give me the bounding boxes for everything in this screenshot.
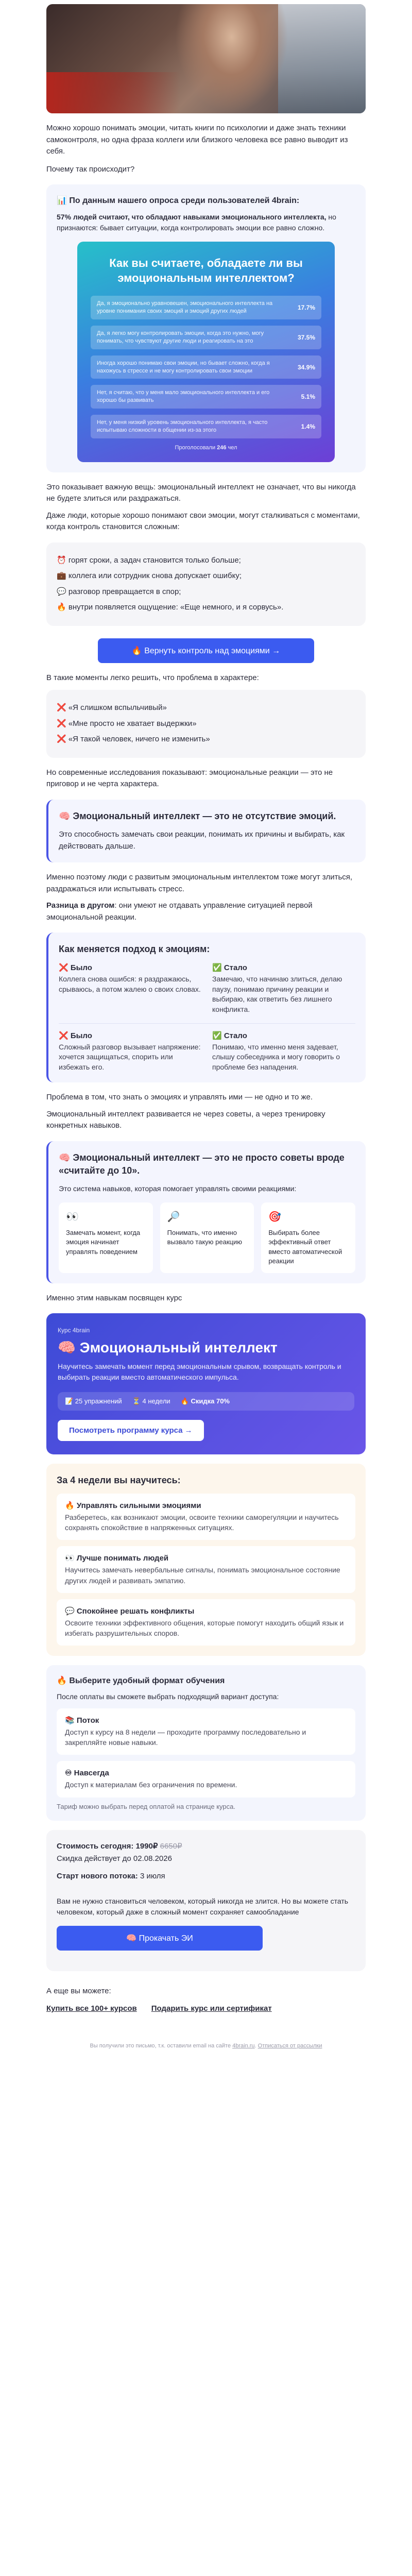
- learn-item: 👀 Лучше понимать людей Научитесь замечать невербальные сигналы, понимать эмоциональное состояние других людей и развивать эмпатию.: [57, 1546, 355, 1593]
- regain-control-button[interactable]: 🔥 Вернуть контроль над эмоциями →: [98, 638, 314, 663]
- skills-paragraph-2: Эмоциональный интеллект развивается не через советы, а через тренировку конкретных навыков.: [46, 1109, 325, 1130]
- ei-definition-title: 🧠 Эмоциональный интеллект — это не отсутствие эмоций.: [59, 810, 336, 821]
- survey-card: [46, 184, 366, 472]
- approach-title: Как меняется подход к эмоциям:: [59, 944, 210, 954]
- tip-item: 👀 Замечать момент, когда эмоция начинает управлять поведением: [59, 1202, 153, 1273]
- research-paragraph: Но современные исследования показывают: эмоциональные реакции — это не приговор и не черта характера.: [46, 768, 333, 789]
- poll-option: Да, я эмоционально уравновешен, эмоционального интеллекта на уровне понимания своих эмоций и эмоций других людей 17.7%: [91, 296, 321, 319]
- price-text: Вам не нужно становиться человеком, который никогда не злится. Но вы можете стать человеком, который даже в сложный момент сохраняет самообладание: [57, 1896, 349, 1916]
- survey-lead: 📊 По данным нашего опроса среди пользователей 4brain:: [57, 196, 300, 205]
- also-label: А еще вы можете:: [46, 1986, 111, 1995]
- target-icon: 🎯: [268, 1211, 282, 1223]
- poll-option: Нет, у меня низкий уровень эмоционального интеллекта, я часто испытываю сложности в общении из-за этого 1.4%: [91, 415, 321, 438]
- ei-definition-card: [46, 800, 366, 862]
- difference-paragraph-2: Разница в другом: они умеют не отдавать управление ситуацией первой эмоциональной реакции.: [46, 901, 313, 922]
- ei-definition-text: Это способность замечать свои реакции, понимать их причины и выбирать, как действовать дальше.: [59, 830, 345, 851]
- hero-image: [46, 4, 366, 113]
- list-item: ❌ «Я такой человек, ничего не изменить»: [57, 735, 210, 744]
- poll-footer: Проголосовали 246 чел: [175, 444, 237, 451]
- triggers-list: [46, 543, 366, 626]
- course-intro: Именно этим навыкам посвящен курс: [46, 1293, 182, 1302]
- footer: Вы получили это письмо, т.к. оставили email на сайте 4brain.ru. Отписаться от рассылки: [90, 2043, 322, 2049]
- intro-question: Почему так происходит?: [46, 164, 135, 174]
- tip-item: 🎯 Выбирать более эффективный ответ вместо автоматической реакции: [261, 1202, 355, 1273]
- myths-list: [46, 690, 366, 758]
- buy-all-courses-link[interactable]: Купить все 100+ курсов: [46, 2004, 137, 2013]
- format-lead: После оплаты вы сможете выбрать подходящий вариант доступа:: [57, 1692, 279, 1701]
- approach-card: [46, 933, 366, 1082]
- approach-row: ❌ Было Коллега снова ошибся: я раздражаюсь, срываюсь, а потом жалею о своих словах. ✅ Стало Замечаю, что начинаю злиться, делаю паузу, понимаю причину реакции и выбираю, как ответить без лишнего конфликта.: [59, 963, 342, 1013]
- poll-option: Нет, я считаю, что у меня мало эмоционального интеллекта и его хорошо бы развивать 5.1%: [91, 385, 321, 409]
- poll-title: Как вы считаете, обладаете ли вы эмоциональным интеллектом?: [109, 257, 303, 284]
- survey-finding: 57% людей считают, что обладают навыками эмоционального интеллекта, но признаются: бывает ситуации, когда контролировать эмоции все равно сложно.: [57, 213, 336, 232]
- magnifier-icon: 🔎: [167, 1211, 180, 1223]
- tips-card: [46, 1141, 366, 1283]
- learn-item: 🔥 Управлять сильными эмоциями Разберетесь, как возникают эмоции, освоите техники саморегуляции и научитесь сохранять спокойствие в напряженных ситуациях.: [57, 1494, 355, 1540]
- approach-row: ❌ Было Сложный разговор вызывает напряжение: хочется защищаться, спорить или избежать его. ✅ Стало Понимаю, что именно меня задевает, слышу собеседника и могу говорить о проблеме без нападения.: [59, 1031, 340, 1071]
- view-program-button[interactable]: Посмотреть программу курса →: [58, 1420, 204, 1441]
- price-line: Стоимость сегодня: 1990₽ 6650₽: [57, 1841, 182, 1851]
- list-item: ⏰ горят сроки, а задач становится только больше;: [57, 555, 241, 565]
- eyes-icon: 👀: [66, 1211, 79, 1223]
- course-stats: 📝 25 упражнений ⏳ 4 недели 🔥 Скидка 70%: [58, 1392, 354, 1411]
- course-brand: Курс 4brain: [58, 1327, 90, 1334]
- site-link[interactable]: 4brain.ru: [232, 2043, 255, 2049]
- start-date: Старт нового потока: 3 июля: [57, 1871, 165, 1880]
- tips-text: Это система навыков, которая помогает управлять своими реакциями:: [59, 1184, 297, 1193]
- learn-card: [46, 1464, 366, 1656]
- list-item: ❌ «Я слишком вспыльчивый»: [57, 703, 167, 713]
- intro-paragraph: Можно хорошо понимать эмоции, читать книги по психологии и даже знать техники самоконтроля, но одна фраза коллеги или близкого человека все равно выводит из себя.: [46, 124, 348, 156]
- format-option: ♾ Навсегда Доступ к материалам без ограничения по времени.: [57, 1761, 355, 1797]
- poll-option: Да, я легко могу контролировать эмоции, когда это нужно, могу понимать, что чувствуют другие люди и реагировать на это 37.5%: [91, 326, 321, 349]
- format-card: [46, 1665, 366, 1820]
- discount-deadline: Скидка действует до 02.08.2026: [57, 1854, 172, 1863]
- list-item: 🔥 внутри появляется ощущение: «Еще немного, и я сорвусь».: [57, 603, 284, 612]
- poll-results: [77, 242, 335, 462]
- tip-item: 🔎 Понимать, что именно вызвало такую реакцию: [160, 1202, 254, 1273]
- poll-option: Иногда хорошо понимаю свои эмоции, но бывает сложно, когда я нахожусь в стрессе и не могу контролировать свои эмоции 34.9%: [91, 355, 321, 379]
- price-card: [46, 1830, 366, 1971]
- learn-title: За 4 недели вы научитесь:: [57, 1475, 181, 1486]
- unsubscribe-link[interactable]: Отписаться от рассылки: [258, 2043, 322, 2049]
- skills-paragraph: Проблема в том, что знать о эмоциях и управлять ими — не одно и то же.: [46, 1093, 313, 1102]
- list-item: 💼 коллега или сотрудник снова допускает ошибку;: [57, 571, 242, 581]
- moments-paragraph: Это показывает важную вещь: эмоциональный интеллект не означает, что вы никогда не будете злиться или раздражаться.: [46, 482, 356, 503]
- gift-course-link[interactable]: Подарить курс или сертификат: [151, 2004, 272, 2013]
- format-option: 📚 Поток Доступ к курсу на 8 недели — проходите программу последовательно и закрепляйте новые навыки.: [57, 1708, 355, 1755]
- course-card: [46, 1313, 366, 1454]
- character-paragraph: В такие моменты легко решить, что проблема в характере:: [46, 673, 259, 682]
- extra-links: [46, 2004, 366, 2013]
- list-item: 💬 разговор превращается в спор;: [57, 587, 181, 596]
- format-note: Тариф можно выбрать перед оплатой на странице курса.: [57, 1802, 235, 1810]
- learn-item: 💬 Спокойнее решать конфликты Освоите техники эффективного общения, которые помогут находить общий язык и избегать разрушительных споров.: [57, 1599, 355, 1646]
- tips-title: 🧠 Эмоциональный интеллект — это не просто советы вроде «считайте до 10».: [59, 1152, 345, 1176]
- boost-ei-button[interactable]: 🧠 Прокачать ЭИ: [57, 1926, 263, 1951]
- format-title: 🔥 Выберите удобный формат обучения: [57, 1676, 225, 1686]
- email-body: [46, 0, 366, 2064]
- moments-paragraph-2: Даже люди, которые хорошо понимают свои эмоции, могут сталкиваться с моментами, когда контроль становится сложным:: [46, 511, 360, 532]
- list-item: ❌ «Мне просто не хватает выдержки»: [57, 719, 197, 728]
- course-title: 🧠 Эмоциональный интеллект: [58, 1340, 278, 1356]
- course-desc: Научитесь замечать момент перед эмоциональным срывом, возвращать контроль и выбирать реакции вместо автоматического импульса.: [58, 1362, 341, 1382]
- difference-paragraph: Именно поэтому люди с развитым эмоциональным интеллектом тоже могут злиться, раздражаться или испытывать стресс.: [46, 873, 353, 893]
